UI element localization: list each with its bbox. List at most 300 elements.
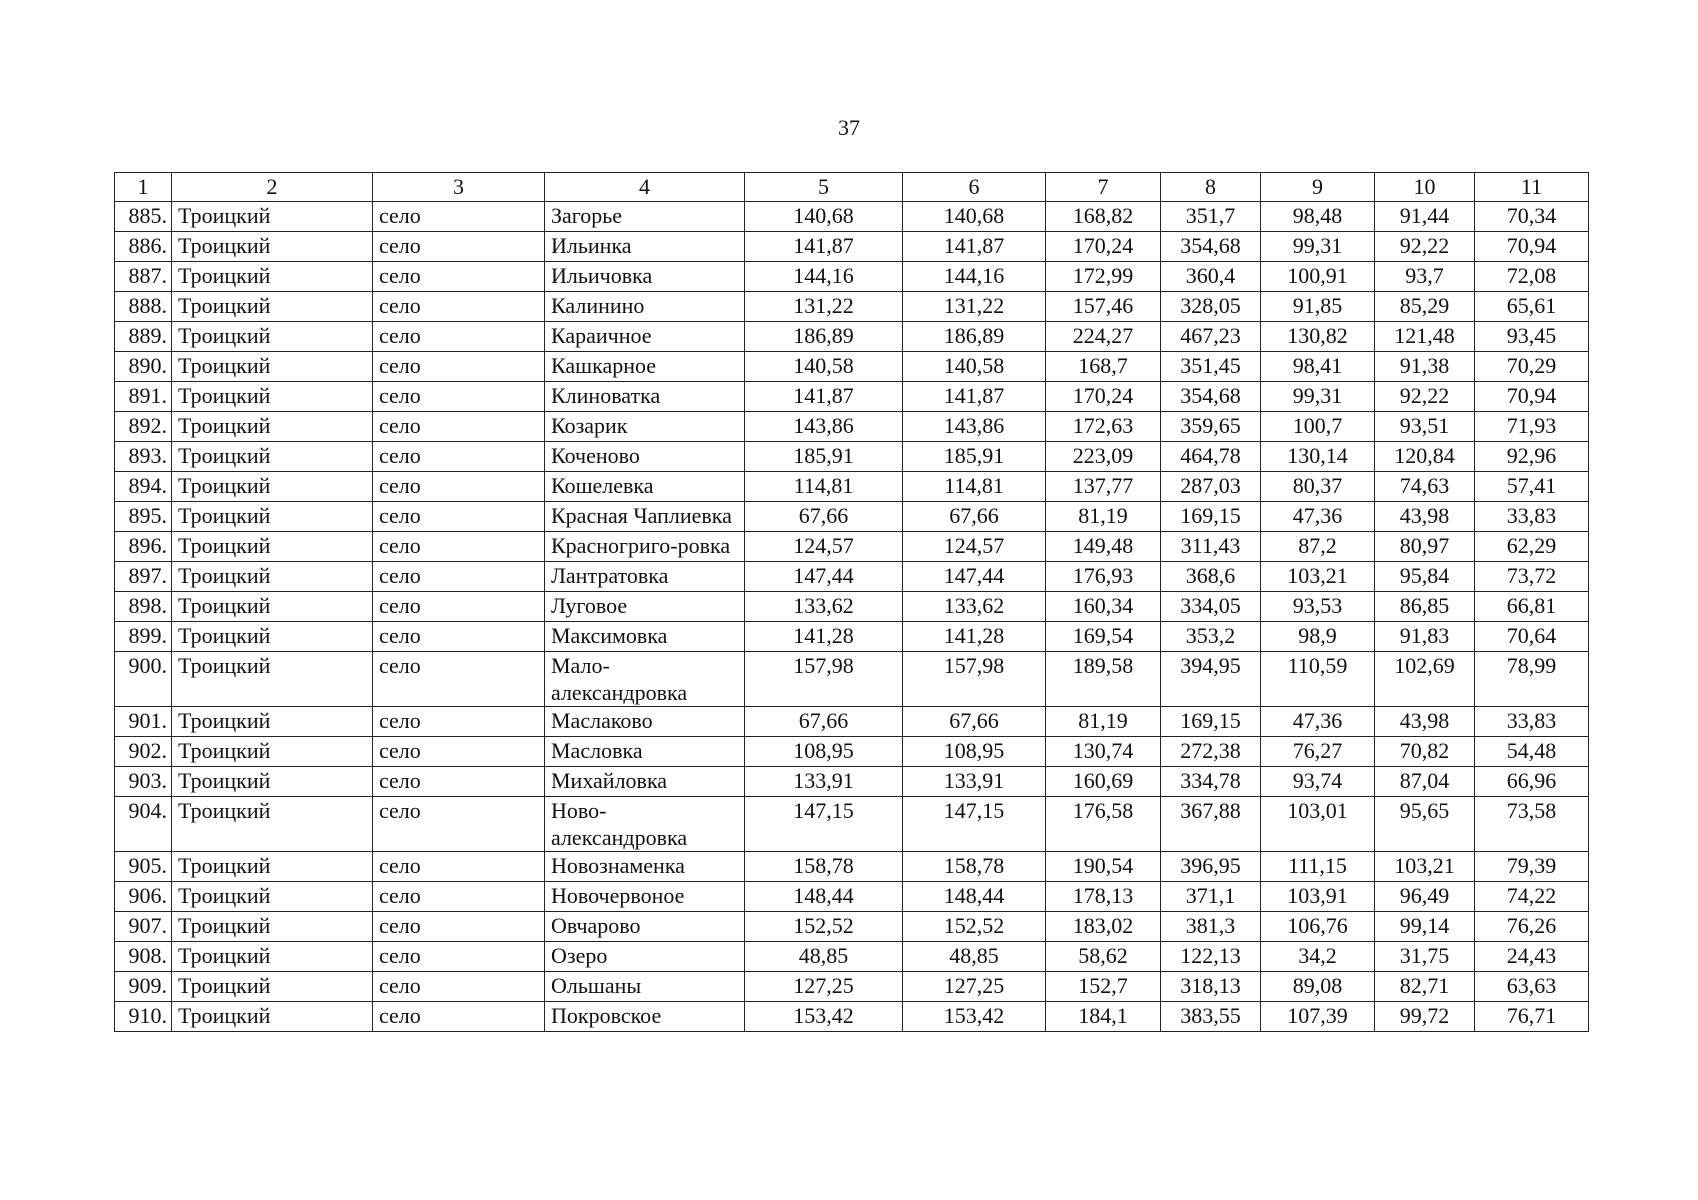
- value-col-10-cell: 121,48: [1375, 322, 1475, 352]
- value-col-11-cell: 54,48: [1475, 737, 1589, 767]
- settlement-name-cell: Ильичовка: [545, 262, 745, 292]
- value-col-8-cell: 328,05: [1161, 292, 1261, 322]
- value-col-7-cell: 176,58: [1046, 797, 1161, 852]
- district-cell: Троицкий: [172, 972, 373, 1002]
- value-col-7-cell: 81,19: [1046, 707, 1161, 737]
- value-col-9-cell: 130,14: [1261, 442, 1375, 472]
- row-number-cell: 886.: [115, 232, 172, 262]
- value-col-8-cell: 287,03: [1161, 472, 1261, 502]
- row-number-cell: 909.: [115, 972, 172, 1002]
- table-row: [115, 1002, 1589, 1032]
- row-number-cell: 907.: [115, 912, 172, 942]
- value-col-5-cell: 67,66: [745, 707, 903, 737]
- table-row: [115, 652, 1589, 707]
- district-cell: Троицкий: [172, 232, 373, 262]
- value-col-7-cell: 172,63: [1046, 412, 1161, 442]
- column-header-7: 7: [1046, 173, 1161, 202]
- district-cell: Троицкий: [172, 322, 373, 352]
- value-col-6-cell: 108,95: [903, 737, 1046, 767]
- settlement-name-cell: Калинино: [545, 292, 745, 322]
- value-col-9-cell: 98,48: [1261, 202, 1375, 232]
- table-row: [115, 292, 1589, 322]
- settlement-name-cell: Новочервоное: [545, 882, 745, 912]
- district-cell: Троицкий: [172, 292, 373, 322]
- value-col-7-cell: 184,1: [1046, 1002, 1161, 1032]
- value-col-7-cell: 157,46: [1046, 292, 1161, 322]
- value-col-8-cell: 394,95: [1161, 652, 1261, 707]
- table-row: [115, 592, 1589, 622]
- settlement-type-cell: село: [373, 942, 545, 972]
- value-col-11-cell: 24,43: [1475, 942, 1589, 972]
- settlement-type-cell: село: [373, 622, 545, 652]
- value-col-6-cell: 67,66: [903, 707, 1046, 737]
- column-header-4: 4: [545, 173, 745, 202]
- value-col-7-cell: 170,24: [1046, 232, 1161, 262]
- row-number-cell: 901.: [115, 707, 172, 737]
- value-col-8-cell: 368,6: [1161, 562, 1261, 592]
- settlement-type-cell: село: [373, 472, 545, 502]
- district-cell: Троицкий: [172, 652, 373, 707]
- value-col-10-cell: 92,22: [1375, 382, 1475, 412]
- row-number-cell: 892.: [115, 412, 172, 442]
- value-col-6-cell: 133,91: [903, 767, 1046, 797]
- settlement-name-cell: Кошелевка: [545, 472, 745, 502]
- table-row: [115, 622, 1589, 652]
- value-col-6-cell: 48,85: [903, 942, 1046, 972]
- column-header-9: 9: [1261, 173, 1375, 202]
- value-col-7-cell: 160,69: [1046, 767, 1161, 797]
- column-header-3: 3: [373, 173, 545, 202]
- value-col-5-cell: 114,81: [745, 472, 903, 502]
- value-col-10-cell: 87,04: [1375, 767, 1475, 797]
- value-col-10-cell: 74,63: [1375, 472, 1475, 502]
- value-col-10-cell: 91,44: [1375, 202, 1475, 232]
- value-col-11-cell: 70,34: [1475, 202, 1589, 232]
- value-col-6-cell: 147,44: [903, 562, 1046, 592]
- value-col-8-cell: 381,3: [1161, 912, 1261, 942]
- value-col-6-cell: 157,98: [903, 652, 1046, 707]
- value-col-10-cell: 43,98: [1375, 707, 1475, 737]
- value-col-9-cell: 76,27: [1261, 737, 1375, 767]
- value-col-9-cell: 87,2: [1261, 532, 1375, 562]
- row-number-cell: 910.: [115, 1002, 172, 1032]
- row-number-cell: 897.: [115, 562, 172, 592]
- value-col-5-cell: 140,58: [745, 352, 903, 382]
- settlement-type-cell: село: [373, 912, 545, 942]
- value-col-11-cell: 76,71: [1475, 1002, 1589, 1032]
- value-col-5-cell: 148,44: [745, 882, 903, 912]
- settlement-type-cell: село: [373, 972, 545, 1002]
- value-col-11-cell: 76,26: [1475, 912, 1589, 942]
- value-col-9-cell: 99,31: [1261, 232, 1375, 262]
- district-cell: Троицкий: [172, 797, 373, 852]
- settlement-name-cell: Максимовка: [545, 622, 745, 652]
- value-col-8-cell: 351,7: [1161, 202, 1261, 232]
- row-number-cell: 899.: [115, 622, 172, 652]
- column-header-2: 2: [172, 173, 373, 202]
- settlement-name-cell: Ново-александровка: [545, 797, 745, 852]
- table-row: [115, 442, 1589, 472]
- value-col-11-cell: 93,45: [1475, 322, 1589, 352]
- value-col-10-cell: 95,84: [1375, 562, 1475, 592]
- settlement-type-cell: село: [373, 202, 545, 232]
- value-col-10-cell: 85,29: [1375, 292, 1475, 322]
- value-col-9-cell: 98,41: [1261, 352, 1375, 382]
- value-col-11-cell: 78,99: [1475, 652, 1589, 707]
- value-col-6-cell: 127,25: [903, 972, 1046, 1002]
- table-row: [115, 797, 1589, 852]
- value-col-11-cell: 72,08: [1475, 262, 1589, 292]
- value-col-6-cell: 140,68: [903, 202, 1046, 232]
- settlement-type-cell: село: [373, 352, 545, 382]
- district-cell: Троицкий: [172, 562, 373, 592]
- value-col-11-cell: 65,61: [1475, 292, 1589, 322]
- table-row: [115, 942, 1589, 972]
- value-col-8-cell: 351,45: [1161, 352, 1261, 382]
- value-col-11-cell: 71,93: [1475, 412, 1589, 442]
- table-row: [115, 852, 1589, 882]
- table-row: [115, 202, 1589, 232]
- settlement-name-cell: Лантратовка: [545, 562, 745, 592]
- value-col-6-cell: 124,57: [903, 532, 1046, 562]
- district-cell: Троицкий: [172, 382, 373, 412]
- row-number-cell: 906.: [115, 882, 172, 912]
- value-col-6-cell: 186,89: [903, 322, 1046, 352]
- settlement-type-cell: село: [373, 1002, 545, 1032]
- settlement-name-cell: Коченово: [545, 442, 745, 472]
- value-col-11-cell: 62,29: [1475, 532, 1589, 562]
- value-col-10-cell: 93,51: [1375, 412, 1475, 442]
- value-col-11-cell: 92,96: [1475, 442, 1589, 472]
- value-col-9-cell: 89,08: [1261, 972, 1375, 1002]
- row-number-cell: 903.: [115, 767, 172, 797]
- value-col-10-cell: 120,84: [1375, 442, 1475, 472]
- settlement-type-cell: село: [373, 767, 545, 797]
- value-col-11-cell: 33,83: [1475, 502, 1589, 532]
- header-row: [115, 173, 1589, 202]
- row-number-cell: 896.: [115, 532, 172, 562]
- value-col-9-cell: 91,85: [1261, 292, 1375, 322]
- value-col-10-cell: 99,72: [1375, 1002, 1475, 1032]
- value-col-9-cell: 93,53: [1261, 592, 1375, 622]
- row-number-cell: 893.: [115, 442, 172, 472]
- table-row: [115, 352, 1589, 382]
- value-col-5-cell: 144,16: [745, 262, 903, 292]
- settlement-name-cell: Новознаменка: [545, 852, 745, 882]
- value-col-9-cell: 107,39: [1261, 1002, 1375, 1032]
- value-col-9-cell: 47,36: [1261, 502, 1375, 532]
- value-col-7-cell: 190,54: [1046, 852, 1161, 882]
- column-header-6: 6: [903, 173, 1046, 202]
- district-cell: Троицкий: [172, 592, 373, 622]
- value-col-11-cell: 73,72: [1475, 562, 1589, 592]
- settlement-name-cell: Покровское: [545, 1002, 745, 1032]
- value-col-5-cell: 127,25: [745, 972, 903, 1002]
- value-col-11-cell: 70,64: [1475, 622, 1589, 652]
- district-cell: Троицкий: [172, 502, 373, 532]
- value-col-5-cell: 141,87: [745, 382, 903, 412]
- value-col-7-cell: 168,7: [1046, 352, 1161, 382]
- value-col-6-cell: 141,87: [903, 232, 1046, 262]
- value-col-9-cell: 98,9: [1261, 622, 1375, 652]
- district-cell: Троицкий: [172, 622, 373, 652]
- table-row: [115, 532, 1589, 562]
- district-cell: Троицкий: [172, 942, 373, 972]
- value-col-6-cell: 153,42: [903, 1002, 1046, 1032]
- settlement-name-cell: Козарик: [545, 412, 745, 442]
- value-col-10-cell: 93,7: [1375, 262, 1475, 292]
- settlement-name-cell: Мало-александровка: [545, 652, 745, 707]
- value-col-7-cell: 149,48: [1046, 532, 1161, 562]
- table-row: [115, 737, 1589, 767]
- table-row: [115, 232, 1589, 262]
- table-row: [115, 472, 1589, 502]
- value-col-6-cell: 185,91: [903, 442, 1046, 472]
- value-col-6-cell: 147,15: [903, 797, 1046, 852]
- district-cell: Троицкий: [172, 767, 373, 797]
- value-col-5-cell: 147,15: [745, 797, 903, 852]
- district-cell: Троицкий: [172, 707, 373, 737]
- settlement-name-cell: Озеро: [545, 942, 745, 972]
- value-col-7-cell: 168,82: [1046, 202, 1161, 232]
- row-number-cell: 904.: [115, 797, 172, 852]
- district-cell: Троицкий: [172, 1002, 373, 1032]
- column-header-1: 1: [115, 173, 172, 202]
- value-col-5-cell: 157,98: [745, 652, 903, 707]
- value-col-7-cell: 223,09: [1046, 442, 1161, 472]
- settlement-type-cell: село: [373, 322, 545, 352]
- row-number-cell: 898.: [115, 592, 172, 622]
- table-row: [115, 412, 1589, 442]
- value-col-10-cell: 92,22: [1375, 232, 1475, 262]
- value-col-11-cell: 33,83: [1475, 707, 1589, 737]
- row-number-cell: 908.: [115, 942, 172, 972]
- value-col-6-cell: 152,52: [903, 912, 1046, 942]
- settlement-type-cell: село: [373, 532, 545, 562]
- value-col-6-cell: 114,81: [903, 472, 1046, 502]
- value-col-8-cell: 371,1: [1161, 882, 1261, 912]
- value-col-10-cell: 91,38: [1375, 352, 1475, 382]
- value-col-7-cell: 178,13: [1046, 882, 1161, 912]
- value-col-7-cell: 176,93: [1046, 562, 1161, 592]
- table-row: [115, 382, 1589, 412]
- value-col-10-cell: 80,97: [1375, 532, 1475, 562]
- settlement-name-cell: Луговое: [545, 592, 745, 622]
- value-col-9-cell: 111,15: [1261, 852, 1375, 882]
- settlement-name-cell: Ольшаны: [545, 972, 745, 1002]
- value-col-5-cell: 143,86: [745, 412, 903, 442]
- value-col-5-cell: 133,91: [745, 767, 903, 797]
- value-col-9-cell: 106,76: [1261, 912, 1375, 942]
- row-number-cell: 894.: [115, 472, 172, 502]
- column-header-11: 11: [1475, 173, 1589, 202]
- value-col-8-cell: 359,65: [1161, 412, 1261, 442]
- settlement-type-cell: село: [373, 412, 545, 442]
- value-col-5-cell: 147,44: [745, 562, 903, 592]
- row-number-cell: 891.: [115, 382, 172, 412]
- value-col-10-cell: 99,14: [1375, 912, 1475, 942]
- district-cell: Троицкий: [172, 912, 373, 942]
- table-row: [115, 562, 1589, 592]
- value-col-5-cell: 153,42: [745, 1002, 903, 1032]
- row-number-cell: 890.: [115, 352, 172, 382]
- settlement-name-cell: Красногриго-ровка: [545, 532, 745, 562]
- value-col-10-cell: 96,49: [1375, 882, 1475, 912]
- settlement-type-cell: село: [373, 562, 545, 592]
- column-header-5: 5: [745, 173, 903, 202]
- value-col-7-cell: 183,02: [1046, 912, 1161, 942]
- table-row: [115, 972, 1589, 1002]
- settlement-type-cell: село: [373, 852, 545, 882]
- table-row: [115, 767, 1589, 797]
- district-cell: Троицкий: [172, 442, 373, 472]
- district-cell: Троицкий: [172, 472, 373, 502]
- value-col-8-cell: 354,68: [1161, 232, 1261, 262]
- value-col-7-cell: 170,24: [1046, 382, 1161, 412]
- row-number-cell: 902.: [115, 737, 172, 767]
- value-col-11-cell: 79,39: [1475, 852, 1589, 882]
- value-col-7-cell: 137,77: [1046, 472, 1161, 502]
- table-row: [115, 262, 1589, 292]
- row-number-cell: 889.: [115, 322, 172, 352]
- settlement-name-cell: Караичное: [545, 322, 745, 352]
- value-col-7-cell: 152,7: [1046, 972, 1161, 1002]
- value-col-7-cell: 172,99: [1046, 262, 1161, 292]
- value-col-9-cell: 103,01: [1261, 797, 1375, 852]
- settlement-type-cell: село: [373, 442, 545, 472]
- value-col-8-cell: 169,15: [1161, 502, 1261, 532]
- value-col-9-cell: 100,7: [1261, 412, 1375, 442]
- value-col-6-cell: 133,62: [903, 592, 1046, 622]
- value-col-6-cell: 67,66: [903, 502, 1046, 532]
- value-col-5-cell: 141,28: [745, 622, 903, 652]
- value-col-10-cell: 82,71: [1375, 972, 1475, 1002]
- value-col-8-cell: 467,23: [1161, 322, 1261, 352]
- settlement-type-cell: село: [373, 262, 545, 292]
- row-number-cell: 885.: [115, 202, 172, 232]
- value-col-5-cell: 141,87: [745, 232, 903, 262]
- table-header: [115, 173, 1589, 202]
- value-col-8-cell: 318,13: [1161, 972, 1261, 1002]
- value-col-9-cell: 100,91: [1261, 262, 1375, 292]
- settlement-type-cell: село: [373, 232, 545, 262]
- settlement-type-cell: село: [373, 652, 545, 707]
- value-col-5-cell: 140,68: [745, 202, 903, 232]
- value-col-9-cell: 110,59: [1261, 652, 1375, 707]
- value-col-9-cell: 34,2: [1261, 942, 1375, 972]
- value-col-10-cell: 43,98: [1375, 502, 1475, 532]
- value-col-7-cell: 169,54: [1046, 622, 1161, 652]
- value-col-8-cell: 122,13: [1161, 942, 1261, 972]
- value-col-11-cell: 66,81: [1475, 592, 1589, 622]
- district-cell: Троицкий: [172, 532, 373, 562]
- row-number-cell: 900.: [115, 652, 172, 707]
- settlement-name-cell: Кашкарное: [545, 352, 745, 382]
- settlement-name-cell: Маслаково: [545, 707, 745, 737]
- value-col-7-cell: 130,74: [1046, 737, 1161, 767]
- value-col-6-cell: 141,87: [903, 382, 1046, 412]
- value-col-5-cell: 133,62: [745, 592, 903, 622]
- value-col-8-cell: 464,78: [1161, 442, 1261, 472]
- value-col-6-cell: 131,22: [903, 292, 1046, 322]
- row-number-cell: 905.: [115, 852, 172, 882]
- value-col-7-cell: 189,58: [1046, 652, 1161, 707]
- value-col-11-cell: 70,94: [1475, 382, 1589, 412]
- settlement-type-cell: село: [373, 502, 545, 532]
- value-col-9-cell: 103,21: [1261, 562, 1375, 592]
- value-col-5-cell: 152,52: [745, 912, 903, 942]
- settlements-table: [114, 172, 1589, 1032]
- page-number: 37: [838, 115, 860, 140]
- district-cell: Троицкий: [172, 352, 373, 382]
- value-col-8-cell: 354,68: [1161, 382, 1261, 412]
- row-number-cell: 887.: [115, 262, 172, 292]
- settlement-type-cell: село: [373, 797, 545, 852]
- row-number-cell: 888.: [115, 292, 172, 322]
- value-col-6-cell: 158,78: [903, 852, 1046, 882]
- value-col-5-cell: 67,66: [745, 502, 903, 532]
- settlement-type-cell: село: [373, 737, 545, 767]
- value-col-5-cell: 185,91: [745, 442, 903, 472]
- district-cell: Троицкий: [172, 412, 373, 442]
- value-col-8-cell: 383,55: [1161, 1002, 1261, 1032]
- value-col-7-cell: 160,34: [1046, 592, 1161, 622]
- column-header-10: 10: [1375, 173, 1475, 202]
- value-col-10-cell: 86,85: [1375, 592, 1475, 622]
- value-col-11-cell: 66,96: [1475, 767, 1589, 797]
- table-row: [115, 322, 1589, 352]
- value-col-8-cell: 396,95: [1161, 852, 1261, 882]
- value-col-10-cell: 31,75: [1375, 942, 1475, 972]
- value-col-10-cell: 70,82: [1375, 737, 1475, 767]
- value-col-8-cell: 360,4: [1161, 262, 1261, 292]
- value-col-10-cell: 102,69: [1375, 652, 1475, 707]
- value-col-10-cell: 103,21: [1375, 852, 1475, 882]
- settlement-name-cell: Загорье: [545, 202, 745, 232]
- district-cell: Троицкий: [172, 262, 373, 292]
- value-col-5-cell: 108,95: [745, 737, 903, 767]
- settlement-name-cell: Масловка: [545, 737, 745, 767]
- value-col-9-cell: 103,91: [1261, 882, 1375, 912]
- value-col-7-cell: 224,27: [1046, 322, 1161, 352]
- value-col-5-cell: 131,22: [745, 292, 903, 322]
- value-col-11-cell: 63,63: [1475, 972, 1589, 1002]
- table-row: [115, 912, 1589, 942]
- value-col-5-cell: 158,78: [745, 852, 903, 882]
- value-col-8-cell: 334,05: [1161, 592, 1261, 622]
- value-col-8-cell: 272,38: [1161, 737, 1261, 767]
- value-col-5-cell: 48,85: [745, 942, 903, 972]
- column-header-8: 8: [1161, 173, 1261, 202]
- value-col-5-cell: 186,89: [745, 322, 903, 352]
- value-col-9-cell: 93,74: [1261, 767, 1375, 797]
- value-col-7-cell: 58,62: [1046, 942, 1161, 972]
- settlement-name-cell: Клиноватка: [545, 382, 745, 412]
- value-col-8-cell: 353,2: [1161, 622, 1261, 652]
- table-row: [115, 707, 1589, 737]
- value-col-8-cell: 169,15: [1161, 707, 1261, 737]
- value-col-11-cell: 74,22: [1475, 882, 1589, 912]
- district-cell: Троицкий: [172, 202, 373, 232]
- settlement-name-cell: Красная Чаплиевка: [545, 502, 745, 532]
- value-col-6-cell: 148,44: [903, 882, 1046, 912]
- district-cell: Троицкий: [172, 882, 373, 912]
- value-col-9-cell: 99,31: [1261, 382, 1375, 412]
- value-col-5-cell: 124,57: [745, 532, 903, 562]
- value-col-6-cell: 140,58: [903, 352, 1046, 382]
- value-col-9-cell: 130,82: [1261, 322, 1375, 352]
- value-col-11-cell: 57,41: [1475, 472, 1589, 502]
